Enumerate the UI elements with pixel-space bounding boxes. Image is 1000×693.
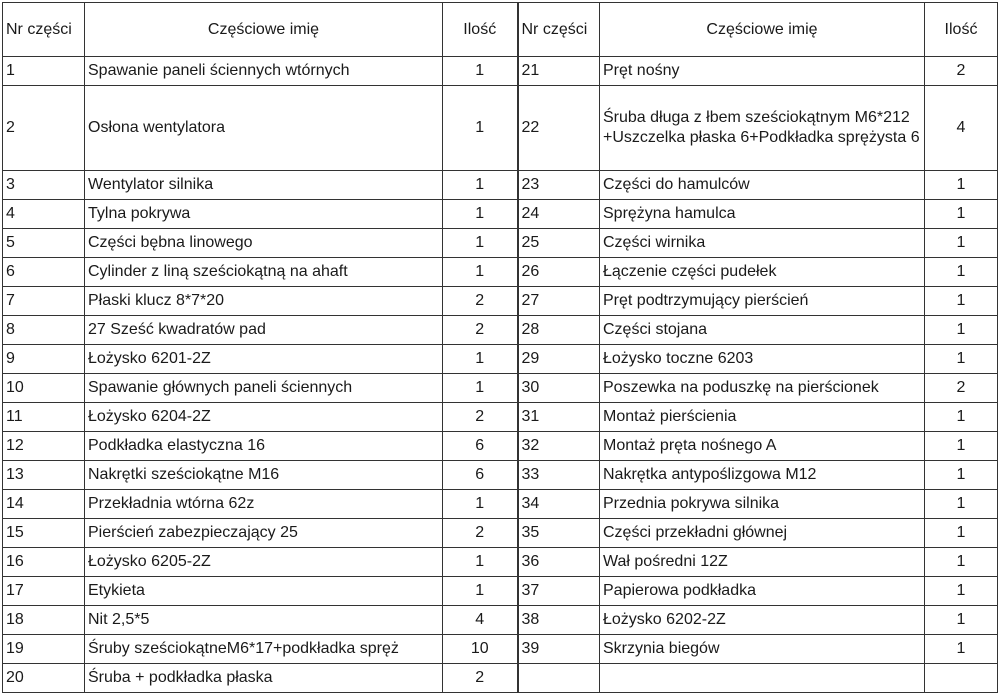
quantity-cell: 1 — [925, 577, 998, 606]
parts-list-sheet — [2, 2, 997, 693]
part-number-cell: 22 — [518, 86, 600, 171]
table-row — [3, 258, 998, 287]
part-name-cell: Części bębna linowego — [85, 229, 443, 258]
part-number-cell: 37 — [518, 577, 600, 606]
quantity-cell: 2 — [925, 374, 998, 403]
table-row — [3, 374, 998, 403]
table-row — [3, 171, 998, 200]
part-number-cell: 18 — [3, 606, 85, 635]
part-name-cell: Nit 2,5*5 — [85, 606, 443, 635]
quantity-cell: 1 — [443, 374, 518, 403]
part-name-cell: Podkładka elastyczna 16 — [85, 432, 443, 461]
quantity-cell: 2 — [925, 57, 998, 86]
part-number-cell: 28 — [518, 316, 600, 345]
quantity-cell: 1 — [925, 519, 998, 548]
part-name-cell: Cylinder z liną sześciokątną na ahaft — [85, 258, 443, 287]
part-number-cell: 36 — [518, 548, 600, 577]
table-row — [3, 200, 998, 229]
part-name-cell: Części stojana — [600, 316, 925, 345]
part-number-cell: 16 — [3, 548, 85, 577]
quantity-cell: 1 — [925, 171, 998, 200]
table-row — [3, 287, 998, 316]
part-number-cell: 23 — [518, 171, 600, 200]
part-number-cell: 17 — [3, 577, 85, 606]
header-quantity: Ilość — [443, 3, 518, 57]
part-number-cell: 31 — [518, 403, 600, 432]
quantity-cell: 1 — [925, 287, 998, 316]
part-name-cell: Łożysko 6204-2Z — [85, 403, 443, 432]
table-row — [3, 490, 998, 519]
quantity-cell: 6 — [443, 461, 518, 490]
quantity-cell: 2 — [443, 664, 518, 693]
part-number-cell: 25 — [518, 229, 600, 258]
part-number-cell: 24 — [518, 200, 600, 229]
part-number-cell: 26 — [518, 258, 600, 287]
part-name-cell — [600, 664, 925, 693]
part-number-cell: 35 — [518, 519, 600, 548]
part-number-cell: 11 — [3, 403, 85, 432]
part-name-cell: Łożysko 6205-2Z — [85, 548, 443, 577]
part-name-cell: Skrzynia biegów — [600, 635, 925, 664]
part-name-cell: Osłona wentylatora — [85, 86, 443, 171]
part-name-cell: Części wirnika — [600, 229, 925, 258]
table-row — [3, 461, 998, 490]
header-part-number: Nr części — [3, 3, 85, 57]
part-name-cell: Spawanie paneli ściennych wtórnych — [85, 57, 443, 86]
part-name-cell: Pręt nośny — [600, 57, 925, 86]
quantity-cell: 1 — [925, 635, 998, 664]
part-name-cell: Papierowa podkładka — [600, 577, 925, 606]
header-quantity-right: Ilość — [925, 3, 998, 57]
quantity-cell: 4 — [443, 606, 518, 635]
part-name-cell: Pręt podtrzymujący pierścień — [600, 287, 925, 316]
quantity-cell: 2 — [443, 519, 518, 548]
part-number-cell: 10 — [3, 374, 85, 403]
header-part-name-right: Częściowe imię — [600, 3, 925, 57]
part-number-cell: 7 — [3, 287, 85, 316]
part-name-cell: Śruba + podkładka płaska — [85, 664, 443, 693]
quantity-cell: 1 — [925, 548, 998, 577]
part-number-cell: 6 — [3, 258, 85, 287]
quantity-cell: 1 — [925, 316, 998, 345]
part-number-cell: 19 — [3, 635, 85, 664]
quantity-cell: 1 — [443, 86, 518, 171]
part-number-cell: 39 — [518, 635, 600, 664]
quantity-cell: 1 — [443, 171, 518, 200]
part-number-cell: 30 — [518, 374, 600, 403]
header-part-name: Częściowe imię — [85, 3, 443, 57]
quantity-cell: 1 — [443, 57, 518, 86]
quantity-cell: 1 — [443, 548, 518, 577]
table-row — [3, 57, 998, 86]
part-number-cell: 38 — [518, 606, 600, 635]
part-name-cell: Przednia pokrywa silnika — [600, 490, 925, 519]
quantity-cell: 1 — [443, 200, 518, 229]
table-row — [3, 316, 998, 345]
part-number-cell: 21 — [518, 57, 600, 86]
table-row — [3, 664, 998, 693]
part-number-cell: 13 — [3, 461, 85, 490]
quantity-cell: 6 — [443, 432, 518, 461]
table-row — [3, 606, 998, 635]
part-number-cell: 9 — [3, 345, 85, 374]
part-name-cell: Spawanie głównych paneli ściennych — [85, 374, 443, 403]
part-number-cell: 15 — [3, 519, 85, 548]
table-row — [3, 519, 998, 548]
table-row — [3, 345, 998, 374]
header-row — [3, 3, 998, 57]
part-name-cell: Łożysko 6202-2Z — [600, 606, 925, 635]
table-row — [3, 86, 998, 171]
quantity-cell: 2 — [443, 287, 518, 316]
part-name-cell: Nakrętka antypoślizgowa M12 — [600, 461, 925, 490]
part-name-cell: Śruba długa z łbem sześciokątnym M6*212 +Uszczelka płaska 6+Podkładka sprężysta 6 — [600, 86, 925, 171]
quantity-cell: 1 — [925, 403, 998, 432]
part-name-cell: Łączenie części pudełek — [600, 258, 925, 287]
part-number-cell: 1 — [3, 57, 85, 86]
quantity-cell: 4 — [925, 86, 998, 171]
part-name-cell: Przekładnia wtórna 62z — [85, 490, 443, 519]
part-number-cell: 5 — [3, 229, 85, 258]
part-number-cell: 14 — [3, 490, 85, 519]
part-number-cell: 32 — [518, 432, 600, 461]
quantity-cell: 1 — [925, 345, 998, 374]
quantity-cell: 1 — [925, 490, 998, 519]
header-part-number-right: Nr części — [518, 3, 600, 57]
part-name-cell: Łożysko toczne 6203 — [600, 345, 925, 374]
part-name-cell: Śruby sześciokątneM6*17+podkładka spręż — [85, 635, 443, 664]
quantity-cell: 1 — [443, 345, 518, 374]
part-name-cell: Płaski klucz 8*7*20 — [85, 287, 443, 316]
part-name-cell: Wał pośredni 12Z — [600, 548, 925, 577]
part-name-cell: Łożysko 6201-2Z — [85, 345, 443, 374]
part-number-cell — [518, 664, 600, 693]
part-number-cell: 4 — [3, 200, 85, 229]
part-name-cell: Części do hamulców — [600, 171, 925, 200]
parts-table — [2, 2, 998, 693]
part-number-cell: 33 — [518, 461, 600, 490]
quantity-cell: 1 — [443, 577, 518, 606]
part-number-cell: 27 — [518, 287, 600, 316]
part-number-cell: 29 — [518, 345, 600, 374]
part-name-cell: Części przekładni głównej — [600, 519, 925, 548]
quantity-cell: 1 — [925, 229, 998, 258]
quantity-cell: 2 — [443, 403, 518, 432]
table-row — [3, 403, 998, 432]
table-row — [3, 229, 998, 258]
part-number-cell: 12 — [3, 432, 85, 461]
quantity-cell: 1 — [925, 461, 998, 490]
part-name-cell: Sprężyna hamulca — [600, 200, 925, 229]
part-number-cell: 3 — [3, 171, 85, 200]
part-name-cell: Poszewka na poduszkę na pierścionek — [600, 374, 925, 403]
part-name-cell: Wentylator silnika — [85, 171, 443, 200]
quantity-cell: 1 — [925, 258, 998, 287]
part-number-cell: 2 — [3, 86, 85, 171]
quantity-cell: 1 — [925, 606, 998, 635]
quantity-cell: 1 — [925, 432, 998, 461]
part-number-cell: 20 — [3, 664, 85, 693]
part-number-cell: 8 — [3, 316, 85, 345]
part-name-cell: Montaż pręta nośnego A — [600, 432, 925, 461]
part-name-cell: Etykieta — [85, 577, 443, 606]
table-row — [3, 548, 998, 577]
part-name-cell: Tylna pokrywa — [85, 200, 443, 229]
quantity-cell: 1 — [443, 229, 518, 258]
part-name-cell: 27 Sześć kwadratów pad — [85, 316, 443, 345]
part-name-cell: Montaż pierścienia — [600, 403, 925, 432]
quantity-cell: 1 — [925, 200, 998, 229]
quantity-cell: 2 — [443, 316, 518, 345]
part-name-cell: Nakrętki sześciokątne M16 — [85, 461, 443, 490]
table-row — [3, 577, 998, 606]
quantity-cell: 1 — [443, 258, 518, 287]
quantity-cell: 1 — [443, 490, 518, 519]
part-number-cell: 34 — [518, 490, 600, 519]
quantity-cell: 10 — [443, 635, 518, 664]
quantity-cell — [925, 664, 998, 693]
table-row — [3, 635, 998, 664]
part-name-cell: Pierścień zabezpieczający 25 — [85, 519, 443, 548]
table-row — [3, 432, 998, 461]
